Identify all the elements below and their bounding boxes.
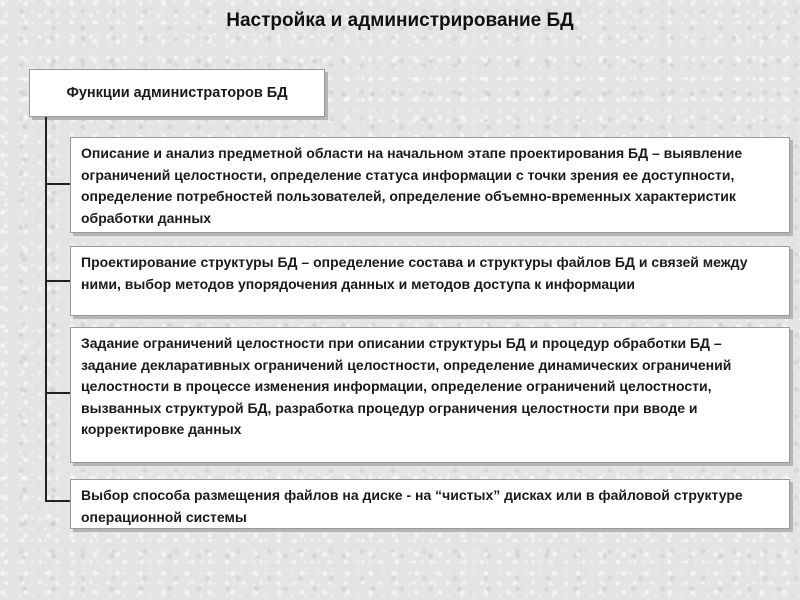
node-integrity-constraints <box>70 327 790 463</box>
branch-line-3 <box>45 392 70 394</box>
node-text: Проектирование структуры БД – определение состава и структуры файлов БД и связей между ними, выбор методов упорядочения данных и методов доступа к информации <box>81 254 748 292</box>
node-file-placement <box>70 479 790 529</box>
root-node-label: Функции администраторов БД <box>66 85 288 101</box>
branch-line-1 <box>45 183 70 185</box>
tree-trunk-line <box>45 117 47 502</box>
node-structure-design <box>70 246 790 316</box>
node-text: Выбор способа размещения файлов на диске - на “чистых” дисках или в файловой структуре операционной системы <box>81 487 743 525</box>
branch-line-2 <box>45 280 70 282</box>
node-domain-analysis <box>70 137 790 233</box>
root-node-dba-functions <box>29 69 325 117</box>
page-title: Настройка и администрирование БД <box>226 10 574 31</box>
node-text: Описание и анализ предметной области на начальном этапе проектирования БД – выявление ограничений целостности, определение статуса информации с точки зрения ее доступности, определение потребностей пользователей, определение объемно-временных характеристик обработки данных <box>81 145 743 226</box>
branch-line-4 <box>45 500 70 502</box>
node-text: Задание ограничений целостности при описании структуры БД и процедур обработки БД – задание декларативных ограничений целостности, определение динамических ограничений целостности в процессе изменения информации, определение ограничений целостности, вызванных структурой БД, разработка процедур ограничения целостности при вводе и корректировке данных <box>81 335 732 437</box>
